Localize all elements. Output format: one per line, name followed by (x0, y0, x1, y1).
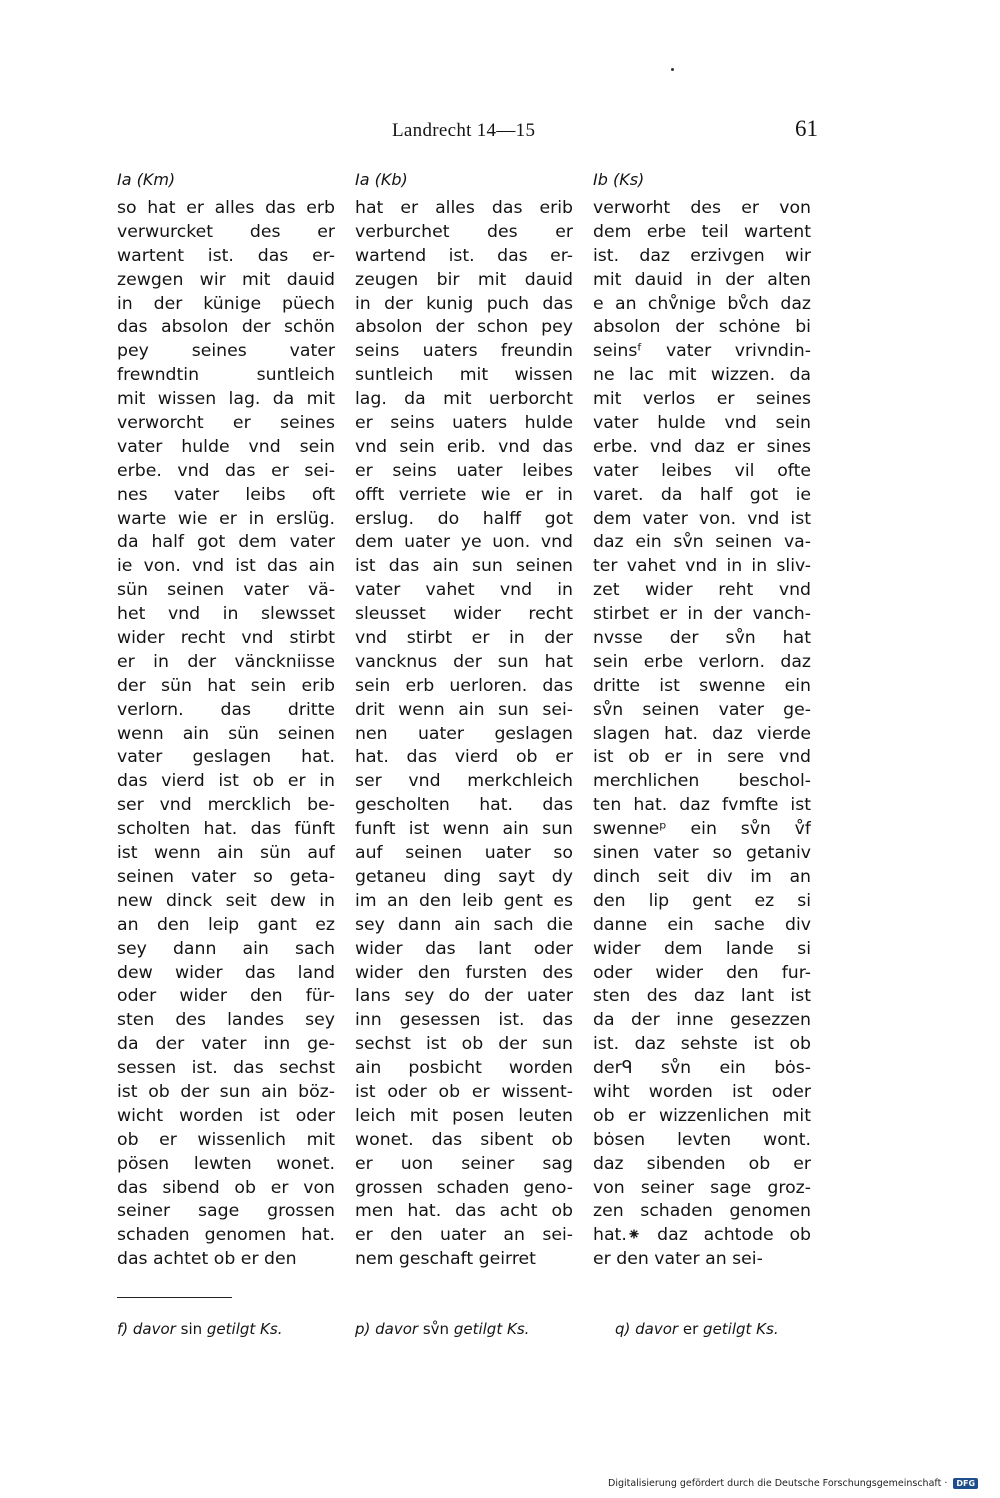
text-line: getaneu ding sayt dy (355, 866, 573, 887)
text-line: ist oder ob er wissent- (355, 1081, 573, 1102)
text-line: wicht worden ist oder (117, 1105, 335, 1126)
footnote-f (117, 1320, 282, 1338)
text-line: verlorn. das dritte (117, 699, 335, 720)
text-line: vnd sein erib. vnd das (355, 436, 573, 457)
text-line: daz ein sv̊n seinen va- (593, 532, 811, 553)
text-line: frewndtin suntleich (117, 365, 335, 386)
text-line: er den uater an sei- (355, 1225, 573, 1246)
column-label-kb: Ia (Kb) (355, 170, 408, 189)
text-line: ain posbicht worden (355, 1058, 573, 1079)
text-line: von seiner sage groz- (593, 1177, 811, 1198)
text-line: sessen ist. das sechst (117, 1058, 335, 1079)
text-line: an den leip gant ez (117, 914, 335, 935)
text-line: da der inne gesezzen (593, 1010, 811, 1031)
text-line: seins uaters freundin (355, 341, 573, 362)
text-line: dinch seit div im an (593, 866, 811, 887)
text-line: wider recht vnd stirbt (117, 628, 335, 649)
text-line: mit verlos er seines (593, 389, 811, 410)
text-line: drit wenn ain sun sei- (355, 699, 573, 720)
text-line: sein erb uerloren. das (355, 675, 573, 696)
text-line: mit dauid in der alten (593, 269, 811, 290)
text-line: absolon der schon pey (355, 317, 573, 338)
text-line: grossen schaden geno- (355, 1177, 573, 1198)
text-line: ist ob der sun ain böz- (117, 1081, 335, 1102)
text-line: swenneᵖ ein sv̊n v̊f (593, 819, 811, 840)
text-line: erbe. vnd das er sei- (117, 460, 335, 481)
text-line: wider dem lande si (593, 938, 811, 959)
text-line: seinen vater so geta- (117, 866, 335, 887)
text-line: den lip gent ez si (593, 890, 811, 911)
text-line: erbe. vnd daz er sines (593, 436, 811, 457)
column-label-km: Ia (Km) (117, 170, 176, 189)
text-line: sten des landes sey (117, 1010, 335, 1031)
text-line: so hat er alles das erb (117, 198, 335, 218)
text-line: da half got dem vater (117, 532, 335, 553)
text-line: ob er wissenlich mit (117, 1129, 335, 1150)
text-line: vancknus der sun hat (355, 651, 573, 672)
text-line: men hat. das acht ob (355, 1201, 573, 1222)
text-line: ist ob er in sere vnd (593, 747, 811, 768)
text-line: erslug. do halff got (355, 508, 573, 529)
text-line: vater hulde vnd sein (593, 413, 811, 434)
text-line: wartent ist. das er- (117, 245, 335, 266)
text-line: dew wider das land (117, 962, 335, 983)
text-line: ob er wizzenlichen mit (593, 1105, 811, 1126)
text-line: oder wider den für- (117, 986, 335, 1007)
text-line: varet. da half got ie (593, 484, 811, 505)
text-line: hat.⁕ daz achtode ob (593, 1225, 811, 1246)
running-header: Landrecht 14—15 (392, 120, 536, 141)
page-number: 61 (795, 116, 818, 141)
footnote-rest: getilgt Ks. (453, 1320, 530, 1338)
text-line: ist das ain sun seinen (355, 556, 573, 577)
text-line: sün seinen vater vä- (117, 580, 335, 601)
text-line: lag. da mit uerborcht (355, 389, 573, 410)
text-line: dem vater von. vnd ist (593, 508, 811, 529)
text-line: schaden genomen hat. (117, 1225, 335, 1246)
text-line: bȯsen levten wont. (593, 1129, 811, 1150)
text-line: e an chv̊nige bv̊ch daz (593, 293, 811, 314)
text-line: nem geschaft geirret (355, 1249, 536, 1270)
credit-text: Digitalisierung gefördert durch die Deutsche Forschungsgemeinschaft · (608, 1478, 948, 1489)
text-line: suntleich mit wissen (355, 365, 573, 386)
text-line: vater vahet vnd in (355, 580, 573, 601)
text-line: het vnd in slewsset (117, 604, 335, 625)
text-line: nes vater leibs oft (117, 484, 335, 505)
text-line: zeugen bir mit dauid (355, 269, 573, 290)
text-line: im an den leib gent es (355, 890, 573, 911)
text-line: ne lac mit wizzen. da (593, 365, 811, 386)
text-line: zen schaden genomen (593, 1201, 811, 1222)
text-line: der sün hat sein erib (117, 675, 335, 696)
text-line: oder wider den fur- (593, 962, 811, 983)
text-line: nen uater geslagen (355, 723, 573, 744)
text-line: offt verriete wie er in (355, 484, 573, 505)
text-line: sten des daz lant ist (593, 986, 811, 1007)
footnote-p (355, 1320, 529, 1338)
text-line: verwurcket des er (117, 221, 335, 242)
text-line: das achtet ob er den (117, 1249, 297, 1270)
text-line: funft ist wenn ain sun (355, 819, 573, 840)
text-line: ist. daz sehste ist ob (593, 1034, 811, 1055)
text-line: ter vahet vnd in in sliv- (593, 556, 811, 577)
text-line: er den vater an sei- (593, 1249, 763, 1270)
text-line: ser vnd merkchleich (355, 771, 573, 792)
printing-dot (671, 68, 674, 71)
text-line: sein erbe verlorn. daz (593, 651, 811, 672)
text-line: wenn ain sün seinen (117, 723, 335, 744)
text-line: dem erbe teil wartent (593, 221, 811, 242)
text-line: mit wissen lag. da mit (117, 389, 335, 410)
text-line: ten hat. daz fvmfte ist (593, 795, 811, 816)
text-line: das absolon der schön (117, 317, 335, 338)
text-line: wartend ist. das er- (355, 245, 573, 266)
text-line: ist. daz erzivgen wir (593, 245, 811, 266)
text-line: warte wie er in erslüg. (117, 508, 335, 529)
text-line: dritte ist swenne ein (593, 675, 811, 696)
text-line: pösen lewten wonet. (117, 1153, 335, 1174)
digitization-credit (608, 1478, 978, 1489)
text-line: sey dann ain sach (117, 938, 335, 959)
text-line: stirbet er in der vanch- (593, 604, 811, 625)
footnote-rest: getilgt Ks. (206, 1320, 283, 1338)
text-line: dem uater ye uon. vnd (355, 532, 573, 553)
footnote-rule (117, 1297, 232, 1298)
text-line: ist wenn ain sün auf (117, 843, 335, 864)
text-line: ser vnd mercklich be- (117, 795, 335, 816)
text-line: gescholten hat. das (355, 795, 573, 816)
footnote-word: sv̊n (422, 1320, 450, 1338)
text-line: sinen vater so getaniv (593, 843, 811, 864)
text-line: lans sey do der uater (355, 986, 573, 1007)
text-line: absolon der schȯne bi (593, 317, 811, 338)
text-line: wonet. das sibent ob (355, 1129, 573, 1150)
text-line: zewgen wir mit dauid (117, 269, 335, 290)
text-column-km (117, 197, 335, 1272)
text-line: vater geslagen hat. (117, 747, 335, 768)
text-line: wider das lant oder (355, 938, 573, 959)
footnote-mark: q) davor (615, 1320, 679, 1338)
text-line: vater leibes vil ofte (593, 460, 811, 481)
text-line: das vierd ist ob er in (117, 771, 335, 792)
text-line: new dinck seit dew in (117, 890, 335, 911)
text-line: sv̊n seinen vater ge- (593, 699, 811, 720)
text-line: nvsse der sv̊n hat (593, 628, 811, 649)
text-line: in der kunig puch das (355, 293, 573, 314)
text-line: seiner sage grossen (117, 1201, 335, 1222)
text-line: das sibend ob er von (117, 1177, 335, 1198)
text-line: wiht worden ist oder (593, 1081, 811, 1102)
text-line: vater hulde vnd sein (117, 436, 335, 457)
text-line: da der vater inn ge- (117, 1034, 335, 1055)
column-label-ks: Ib (Ks) (593, 170, 645, 189)
text-line: sechst ist ob der sun (355, 1034, 573, 1055)
text-line: ie von. vnd ist das ain (117, 556, 335, 577)
footnote-mark: f) davor (117, 1320, 176, 1338)
text-line: seinsᶠ vater vrivndin- (593, 341, 811, 362)
text-line: daz sibenden ob er (593, 1153, 811, 1174)
text-line: auf seinen uater so (355, 843, 573, 864)
text-line: zet wider reht vnd (593, 580, 811, 601)
text-line: er in der vänckniisse (117, 651, 335, 672)
text-line: vnd stirbt er in der (355, 628, 573, 649)
text-line: pey seines vater (117, 341, 335, 362)
text-line: er seins uaters hulde (355, 413, 573, 434)
text-line: hat er alles das erib (355, 198, 573, 218)
text-line: er uon seiner sag (355, 1153, 573, 1174)
footnote-rest: getilgt Ks. (703, 1320, 779, 1338)
text-line: inn gesessen ist. das (355, 1010, 573, 1031)
text-line: danne ein sache div (593, 914, 811, 935)
text-line: verworcht er seines (117, 413, 335, 434)
text-line: sey dann ain sach die (355, 914, 573, 935)
text-line: verburchet des er (355, 221, 573, 242)
footnote-mark: p) davor (355, 1320, 419, 1338)
text-line: scholten hat. das fünft (117, 819, 335, 840)
text-line: in der künige püech (117, 293, 335, 314)
text-line: hat. das vierd ob er (355, 747, 573, 768)
text-line: derᑫ sv̊n ein bȯs- (593, 1058, 811, 1079)
text-line: leich mit posen leuten (355, 1105, 573, 1126)
text-line: wider den fursten des (355, 962, 573, 983)
text-line: sleusset wider recht (355, 604, 573, 625)
footnote-q (615, 1320, 779, 1338)
text-column-kb (355, 197, 573, 1272)
text-line: er seins uater leibes (355, 460, 573, 481)
text-line: merchlichen beschol- (593, 771, 811, 792)
text-line: verworht des er von (593, 198, 811, 218)
dfg-logo: DFG (953, 1478, 978, 1489)
text-line: slagen hat. daz vierde (593, 723, 811, 744)
footnote-word: er (682, 1320, 699, 1338)
text-column-ks (593, 197, 811, 1272)
footnote-word: sin (180, 1320, 203, 1338)
